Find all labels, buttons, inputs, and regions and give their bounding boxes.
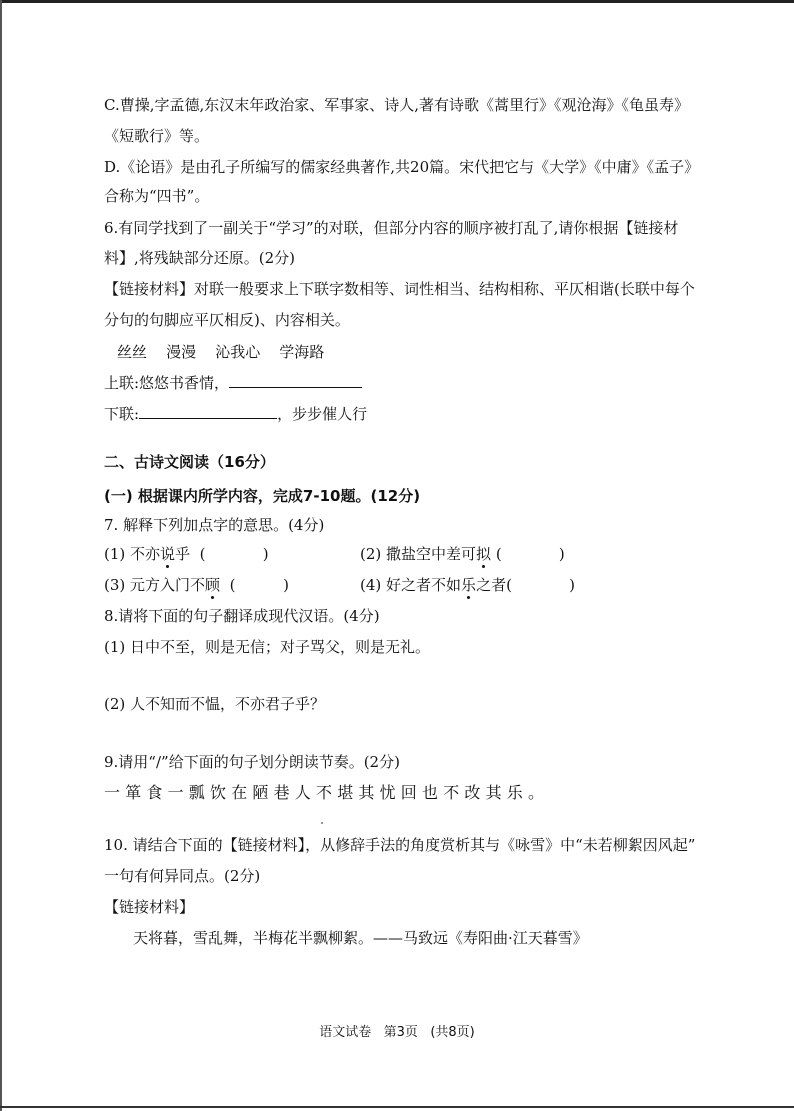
q7-item-number: (3) bbox=[104, 576, 126, 594]
q8-title: 8.请将下面的句子翻译成现代汉语。(4分) bbox=[104, 607, 380, 625]
q6-upper-answer-blank[interactable] bbox=[229, 373, 362, 388]
q6-lower-label: 下联: bbox=[104, 405, 140, 423]
q6-material-line1: 【链接材料】对联一般要求上下联字数相等、词性相当、结构相称、平仄相谐(长联中每个 bbox=[104, 280, 695, 298]
q7-item-text: 好之者不如 bbox=[386, 576, 462, 594]
q10-material-title: 【链接材料】 bbox=[104, 898, 195, 916]
q9-title: 9.请用“/”给下面的句子划分朗读节奏。(2分) bbox=[104, 753, 400, 771]
q7-dotted-char: 说 bbox=[160, 545, 176, 563]
section2-title: 二、古诗文阅读（16分） bbox=[104, 453, 275, 471]
scan-edge-bottom bbox=[0, 1106, 794, 1108]
q7-title: 7. 解释下列加点字的意思。(4分) bbox=[104, 516, 325, 534]
q6-prompt-line2: 料】,将残缺部分还原。(2分) bbox=[104, 249, 296, 267]
q7-item-1 bbox=[104, 544, 269, 564]
q10-prompt-line2: 一句有何异同点。(2分) bbox=[104, 867, 261, 885]
q7-answer-paren[interactable]: ( ) bbox=[506, 576, 575, 594]
page-footer: 语文试卷 第3页 (共8页) bbox=[319, 1025, 475, 1040]
q6-word: 漫漫 bbox=[166, 343, 197, 361]
q7-answer-paren[interactable]: ( ) bbox=[229, 576, 289, 594]
q6-word: 沁我心 bbox=[215, 343, 261, 361]
q6-lower-couplet bbox=[104, 404, 367, 424]
q6-upper-label: 上联:悠悠书香情， bbox=[104, 374, 230, 392]
q6-word: 学海路 bbox=[279, 343, 325, 361]
q7-item-number: (2) bbox=[360, 545, 382, 563]
scan-speck bbox=[321, 822, 323, 824]
q8-item-1: (1) 日中不至，则是无信；对子骂父，则是无礼。 bbox=[104, 638, 431, 656]
q6-word-bank bbox=[117, 342, 324, 362]
q7-answer-paren[interactable]: ( ) bbox=[495, 545, 565, 563]
q7-item-4 bbox=[360, 575, 575, 595]
scan-edge-top bbox=[0, 0, 794, 3]
q7-item-text: 乎 bbox=[175, 545, 191, 563]
q7-item-text: 元方入门不 bbox=[130, 576, 206, 594]
q7-item-number: (4) bbox=[360, 576, 382, 594]
q9-sentence[interactable]: 一箪食一瓢饮在陋巷人不堪其忧回也不改其乐。 bbox=[104, 783, 550, 802]
q5-option-d-line1: D.《论语》是由孔子所编写的儒家经典著作,共20篇。宋代把它与《大学》《中庸》《孟子》 bbox=[104, 158, 700, 176]
q6-word: 丝丝 bbox=[117, 343, 148, 361]
q5-option-c-line2: 《短歌行》等。 bbox=[104, 127, 210, 145]
q7-dotted-char: 顾 bbox=[205, 576, 221, 594]
section2-part1-title: (一) 根据课内所学内容，完成7-10题。(12分) bbox=[104, 487, 421, 505]
q7-item-number: (1) bbox=[104, 545, 126, 563]
q6-prompt-line1: 6.有同学找到了一副关于“学习”的对联，但部分内容的顺序被打乱了,请你根据【链接材 bbox=[104, 219, 679, 237]
q7-dotted-char: 乐 bbox=[461, 576, 477, 594]
q7-item-text: 撒盐空中差可 bbox=[386, 545, 477, 563]
q6-lower-suffix: ，步步催人行 bbox=[277, 405, 368, 423]
q6-upper-couplet bbox=[104, 373, 362, 393]
q5-option-c-line1: C.曹操,字孟德,东汉末年政治家、军事家、诗人,著有诗歌《蒿里行》《观沧海》《龟虽寿》 bbox=[104, 96, 690, 114]
q5-option-d-line2: 合称为“四书”。 bbox=[104, 187, 210, 205]
q6-material-line2: 分句的句脚应平仄相反)、内容相关。 bbox=[104, 311, 350, 329]
q7-item-text: 之者 bbox=[476, 576, 507, 594]
q10-prompt-line1: 10. 请结合下面的【链接材料】，从修辞手法的角度赏析其与《咏雪》中“未若柳絮因风起” bbox=[104, 836, 696, 854]
q7-answer-paren[interactable]: ( ) bbox=[199, 545, 269, 563]
q10-material-text: 天将暮，雪乱舞，半梅花半飘柳絮。——马致远《寿阳曲·江天暮雪》 bbox=[133, 929, 588, 947]
q6-lower-answer-blank[interactable] bbox=[139, 404, 277, 419]
q7-item-2 bbox=[360, 544, 565, 564]
q7-item-text: 不亦 bbox=[130, 545, 161, 563]
q7-dotted-char: 拟 bbox=[476, 545, 492, 563]
q7-item-3 bbox=[104, 575, 289, 595]
scan-edge-left bbox=[0, 0, 2, 1111]
q8-item-2: (2) 人不知而不愠，不亦君子乎？ bbox=[104, 695, 326, 713]
